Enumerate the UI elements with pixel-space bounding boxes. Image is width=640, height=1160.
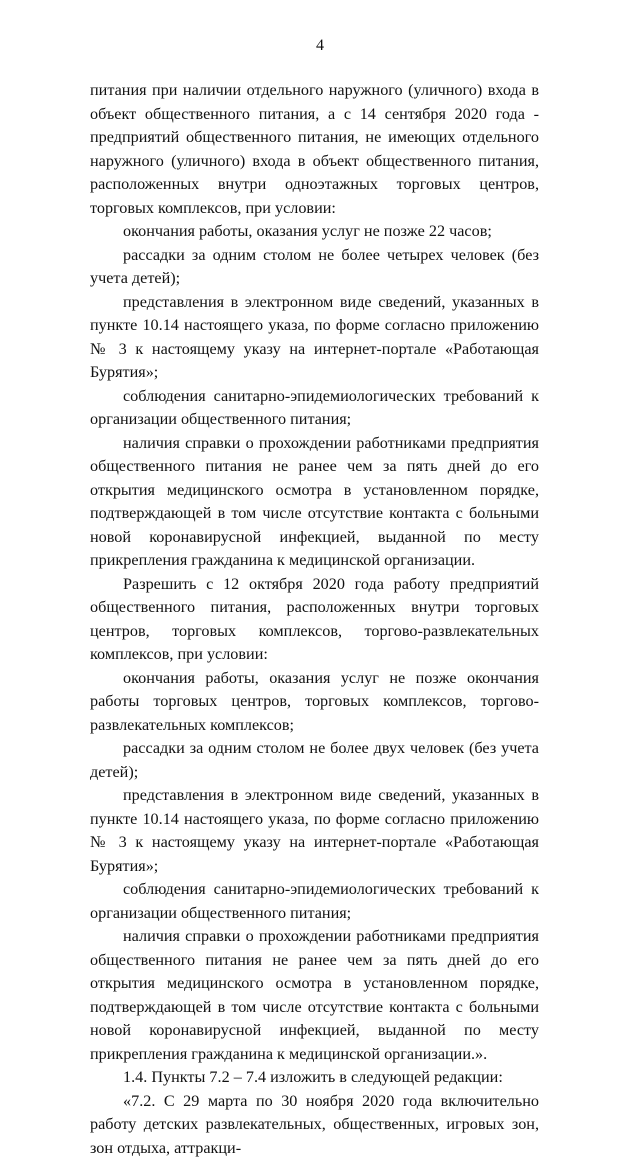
- paragraph-cond-seating-1: рассадки за одним столом не более четырех человек (без учета детей);: [90, 244, 539, 291]
- paragraph-cond-hours-1: окончания работы, оказания услуг не позже 22 часов;: [90, 220, 539, 244]
- paragraph-cont-intro: питания при наличии отдельного наружного (уличного) входа в объект общественного питания, а с 14 сентября 2020 года - предприятий общественного питания, не имеющих отдельного наружного (уличного) входа в объект общественного питания, расположенных внутри одноэтажных торговых центров, торговых комплексов, при условии:: [90, 79, 539, 220]
- paragraph-cond-certificate-2: наличия справки о прохождении работниками предприятия общественного питания не ранее чем за пять дней до его открытия медицинского осмотра в установленном порядке, подтверждающей в том числе отсутствие контакта с больными новой коронавирусной инфекцией, выданной по месту прикрепления гражданина к медицинской организации.».: [90, 925, 539, 1066]
- paragraph-cond-info-2: представления в электронном виде сведений, указанных в пункте 10.14 настоящего указа, по форме согласно приложению № 3 к настоящему указу на интернет-портале «Работающая Бурятия»;: [90, 784, 539, 878]
- document-body: [90, 79, 539, 1160]
- paragraph-cond-info-1: представления в электронном виде сведений, указанных в пункте 10.14 настоящего указа, по форме согласно приложению № 3 к настоящему указу на интернет-портале «Работающая Бурятия»;: [90, 291, 539, 385]
- paragraph-item-1-4: 1.4. Пункты 7.2 – 7.4 изложить в следующей редакции:: [90, 1066, 539, 1090]
- paragraph-permit-oct-12: Разрешить с 12 октября 2020 года работу предприятий общественного питания, расположенных внутри торговых центров, торговых комплексов, торгово-развлекательных комплексов, при условии:: [90, 573, 539, 667]
- paragraph-item-7-2: «7.2. С 29 марта по 30 ноября 2020 года включительно работу детских развлекательных, общественных, игровых зон, зон отдыха, аттракци-: [90, 1090, 539, 1160]
- paragraph-cond-sanitary-2: соблюдения санитарно-эпидемиологических требований к организации общественного питания;: [90, 878, 539, 925]
- paragraph-cond-certificate-1: наличия справки о прохождении работниками предприятия общественного питания не ранее чем за пять дней до его открытия медицинского осмотра в установленном порядке, подтверждающей в том числе отсутствие контакта с больными новой коронавирусной инфекцией, выданной по месту прикрепления гражданина к медицинской организации.: [90, 432, 539, 573]
- paragraph-cond-hours-2: окончания работы, оказания услуг не позже окончания работы торговых центров, торговых комплексов, торгово-развлекательных комплексов;: [90, 667, 539, 738]
- page-number: 4: [0, 36, 640, 56]
- paragraph-cond-seating-2: рассадки за одним столом не более двух человек (без учета детей);: [90, 737, 539, 784]
- paragraph-cond-sanitary-1: соблюдения санитарно-эпидемиологических требований к организации общественного питания;: [90, 385, 539, 432]
